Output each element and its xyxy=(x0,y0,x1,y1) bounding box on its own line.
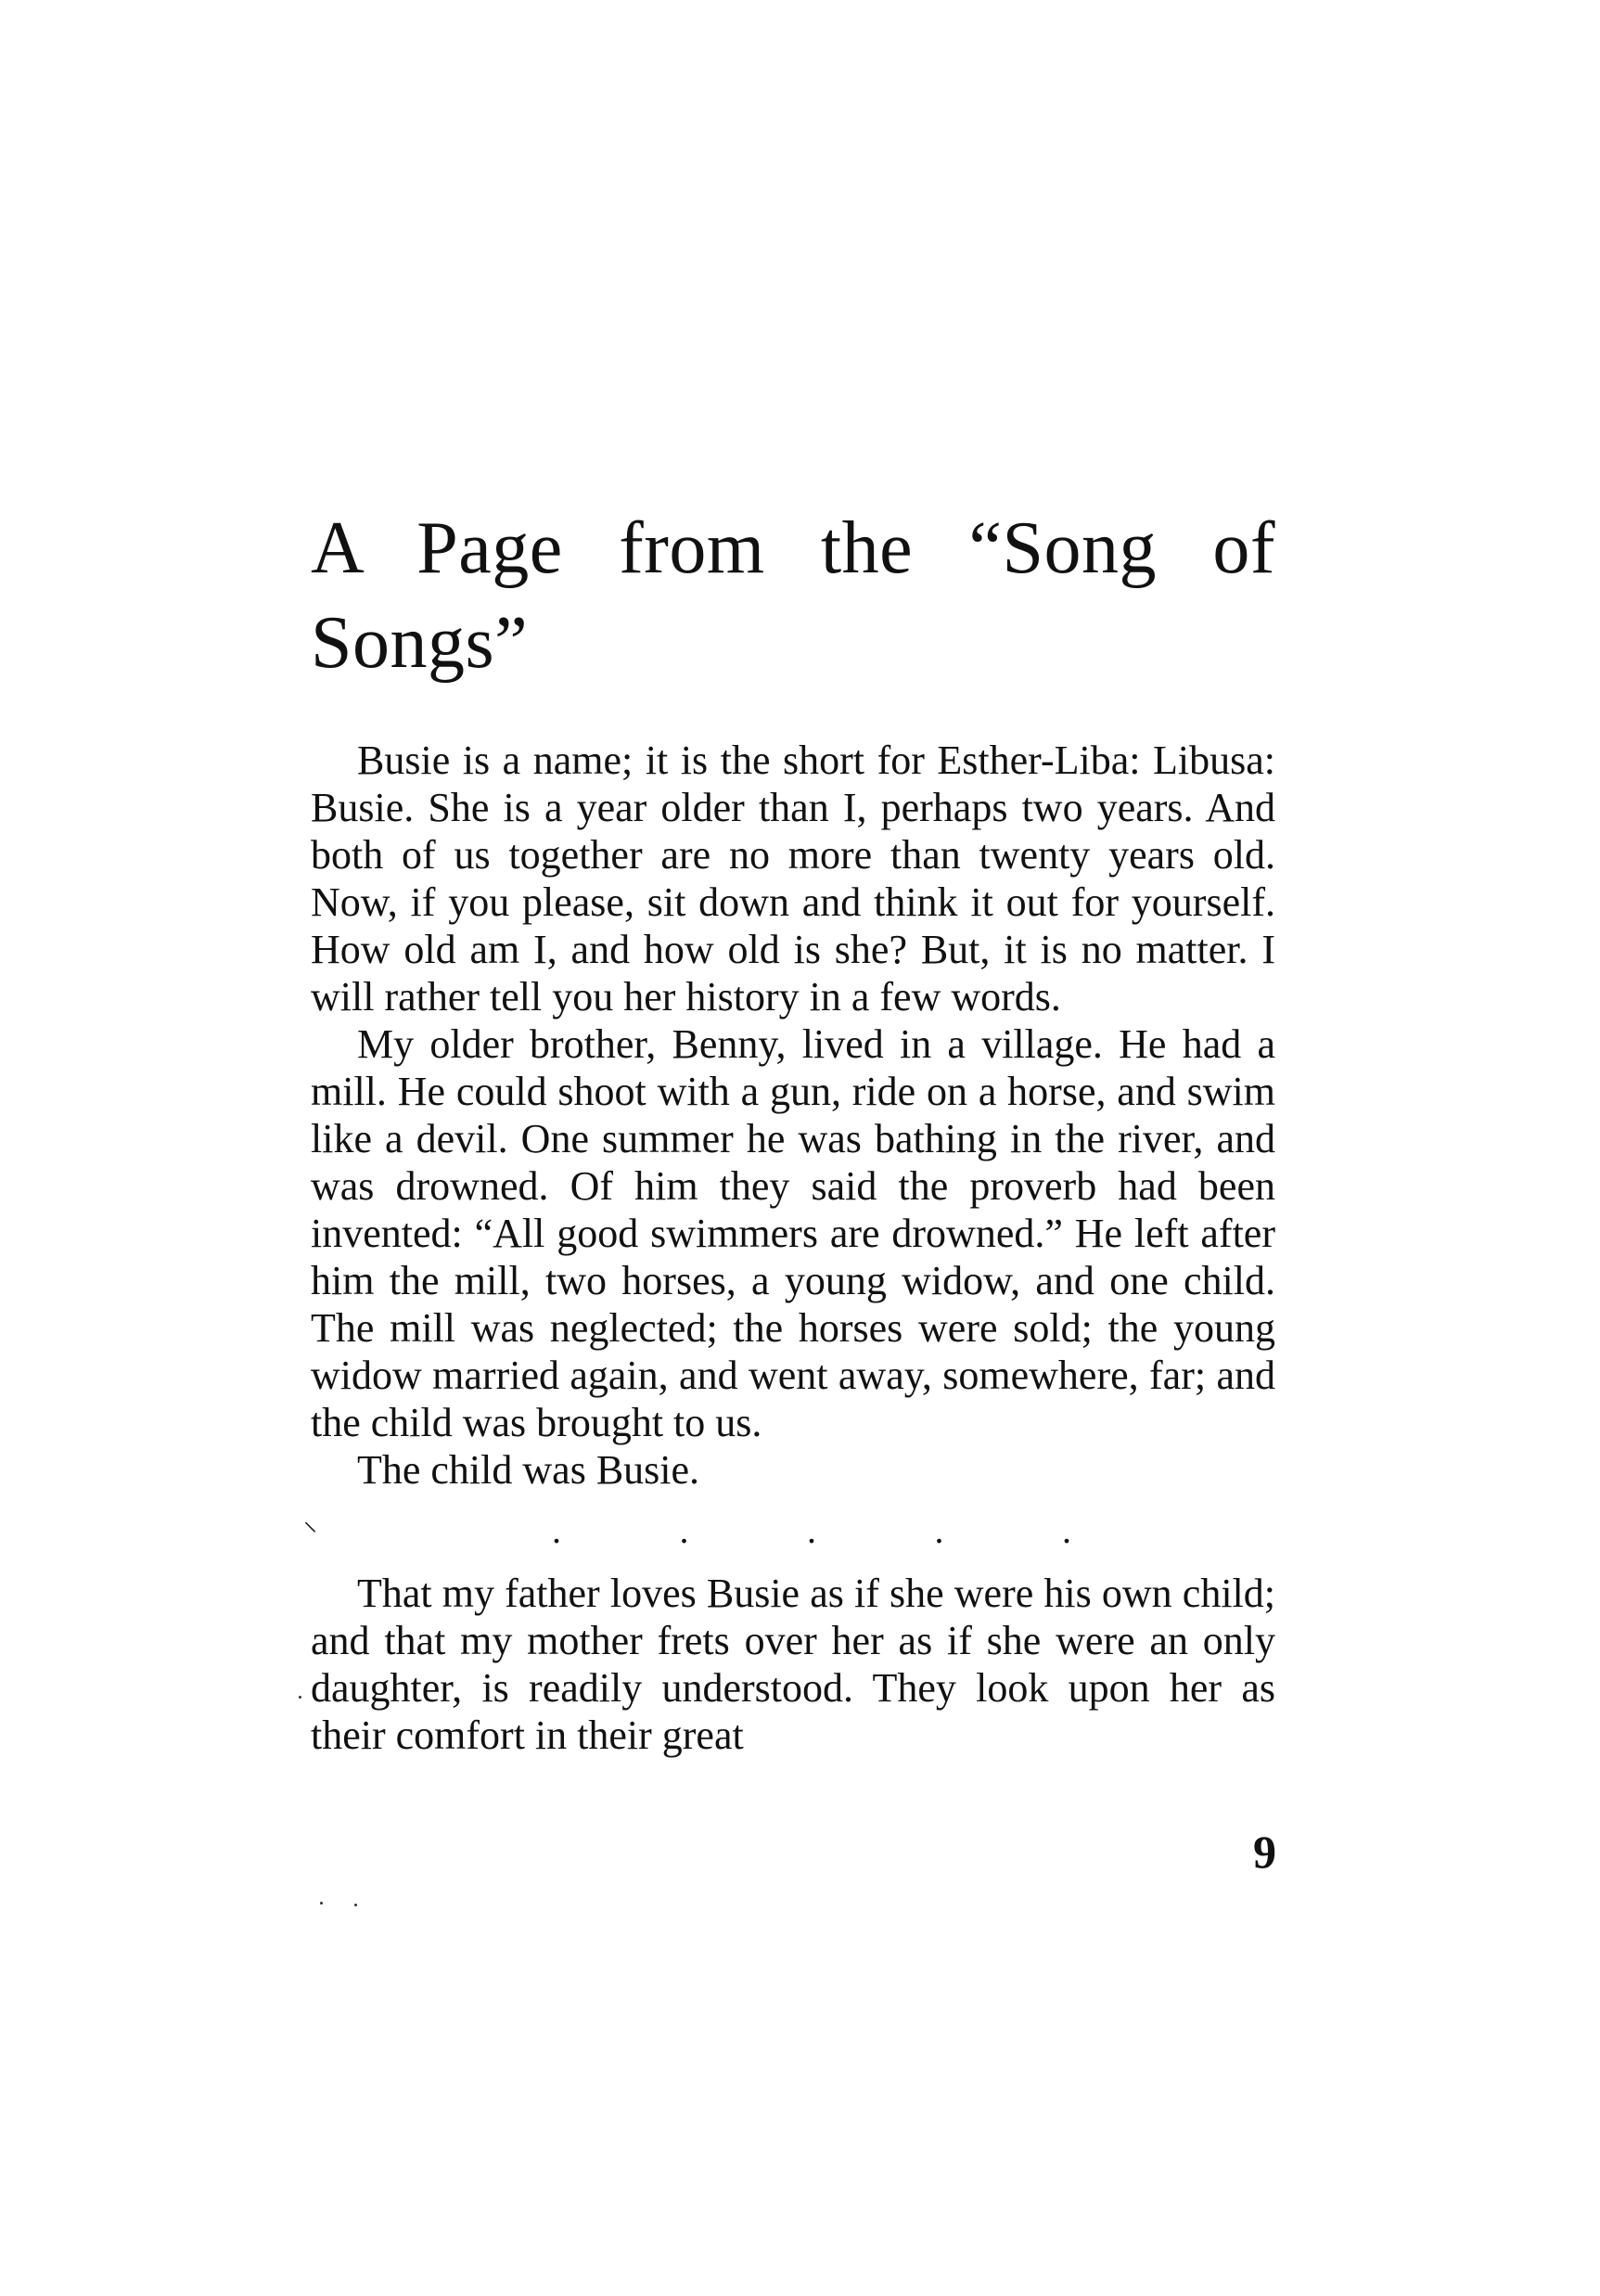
paragraph: Busie is a name; it is the short for Esther-Liba: Libusa: Busie. She is a year older than I, perhaps two years. And both of us together are no more than twenty years old. Now, if you please, sit down and think it out for yourself. How old am I, and how old is she? But, it is no matter. I will rather tell you her history in a few words. xyxy=(311,738,1275,1020)
paragraph: My older brother, Benny, lived in a village. He had a mill. He could shoot with a gun, ride on a horse, and swim like a devil. One summer he was bathing in the river, and was drowned. Of him they said the proverb had been invented: “All good swimmers are drowned.” He left after him the mill, two horses, a young widow, and one child. The mill was neglected; the horses were sold; the young widow married again, and went away, somewhere, far; and the child was brought to us. xyxy=(311,1021,1275,1445)
paragraph: That my father loves Busie as if she were his own child; and that my mother frets over her as if she were an only daughter, is readily understood. They look upon her as their comfort in their great xyxy=(311,1571,1275,1758)
paragraph: The child was Busie. xyxy=(357,1447,700,1493)
section-break xyxy=(303,1505,1275,1570)
chapter-title: A Page from the “Song of Songs” xyxy=(311,507,1275,684)
text-block xyxy=(303,501,1275,1759)
section-break-dot: . xyxy=(679,1509,689,1551)
scan-speck xyxy=(354,1904,357,1906)
section-break-dot: . xyxy=(934,1509,944,1551)
section-break-dot: . xyxy=(807,1509,816,1551)
scan-speck xyxy=(299,1696,301,1699)
section-break-dots xyxy=(552,1509,1071,1551)
page-number: 9 xyxy=(1253,1826,1276,1878)
printing-blemish: ⸌ xyxy=(303,1518,317,1548)
section-break-dot: . xyxy=(552,1509,561,1551)
section-break-dot: . xyxy=(1062,1509,1071,1551)
scan-speck xyxy=(320,1902,323,1905)
